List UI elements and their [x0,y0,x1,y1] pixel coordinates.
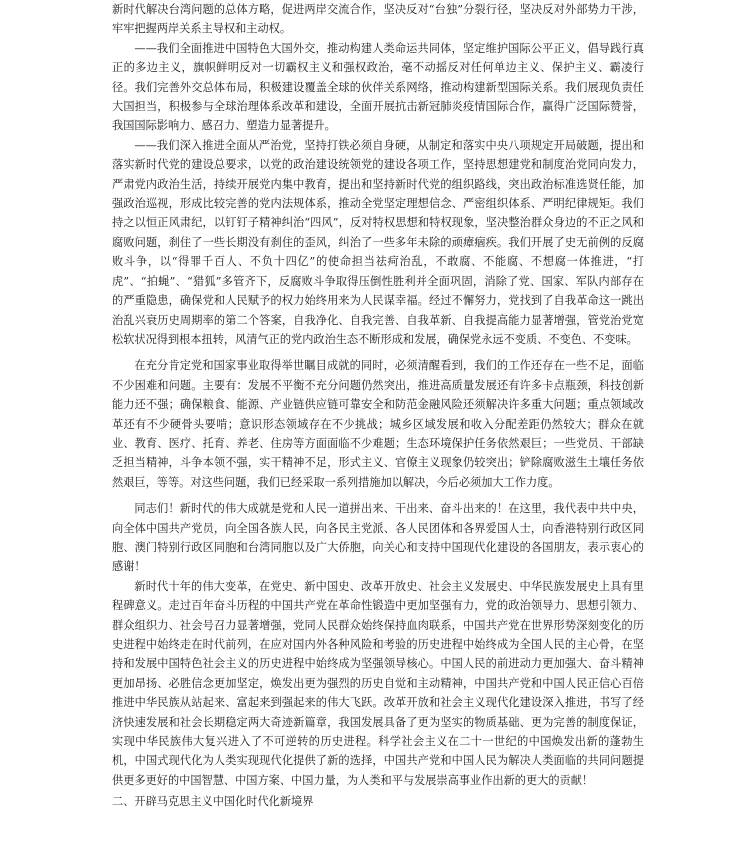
paragraph-party-self-governance: ——我们深入推进全面从严治党，坚持打铁必须自身硬，从制定和落实中央八项规定开局破题，提出和落实新时代党的建设总要求，以党的政治建设统领党的建设各项工作，坚持思想建党和制度治党同向发力，严肃党内政治生活，持续开展党内集中教育，提出和坚持新时代党的组织路线，突出政治标准选贤任能，加强政治巡视，形成比较完善的党内法规体系，推动全党坚定理想信念、严密组织体系、严明纪律规矩。我们持之以恒正风肃纪，以钉钉子精神纠治“四风”，反对特权思想和特权现象，坚决整治群众身边的不正之风和腐败问题，刹住了一些长期没有刹住的歪风，纠治了一些多年未除的顽瘴痼疾。我们开展了史无前例的反腐败斗争，以“得罪千百人、不负十四亿”的使命担当祛疴治乱，不敢腐、不能腐、不想腐一体推进，“打虎”、“拍蝇”、“猎狐”多管齐下，反腐败斗争取得压倒性胜利并全面巩固，消除了党、国家、军队内部存在的严重隐患，确保党和人民赋予的权力始终用来为人民谋幸福。经过不懈努力，党找到了自我革命这一跳出治乱兴衰历史周期率的第二个答案，自我净化、自我完善、自我革新、自我提高能力显著增强，管党治党宽松软状况得到根本扭转，风清气正的党内政治生态不断形成和发展，确保党永远不变质、不变色、不变味。 [112,138,644,346]
document-page [112,0,644,812]
section-heading: 二、开辟马克思主义中国化时代化新境界 [112,795,314,809]
paragraph-major-country-diplomacy: ——我们全面推进中国特色大国外交，推动构建人类命运共同体，坚定维护国际公平正义，倡导践行真正的多边主义，旗帜鲜明反对一切霸权主义和强权政治，毫不动摇反对任何单边主义、保护主义、霸凌行径。我们完善外交总体布局，积极建设覆盖全球的伙伴关系网络，推动构建新型国际关系。我们展现负责任大国担当，积极参与全球治理体系改革和建设，全面开展抗击新冠肺炎疫情国际合作，赢得广泛国际赞誉，我国国际影响力、感召力、塑造力显著提升。 [112,41,644,133]
paragraph-gratitude: 同志们！新时代的伟大成就是党和人民一道拼出来、干出来、奋斗出来的！在这里，我代表中共中央，向全体中国共产党员，向全国各族人民，向各民主党派、各人民团体和各界爱国人士，向香港特别行政区同胞、澳门特别行政区同胞和台湾同胞以及广大侨胞，向关心和支持中国现代化建设的各国朋友，表示衷心的感谢！ [112,502,644,574]
paragraph-shortcomings: 在充分肯定党和国家事业取得举世瞩目成就的同时，必须清醒看到，我们的工作还存在一些不足，面临不少困难和问题。主要有：发展不平衡不充分问题仍然突出，推进高质量发展还有许多卡点瓶颈，科技创新能力还不强；确保粮食、能源、产业链供应链可靠安全和防范金融风险还须解决许多重大问题；重点领域改革还有不少硬骨头要啃；意识形态领域存在不少挑战；城乡区域发展和收入分配差距仍然较大；群众在就业、教育、医疗、托育、养老、住房等方面面临不少难题；生态环境保护任务依然艰巨；一些党员、干部缺乏担当精神，斗争本领不强，实干精神不足，形式主义、官僚主义现象仍较突出；铲除腐败滋生土壤任务依然艰巨，等等。对这些问题，我们已经采取一系列措施加以解决，今后必须加大工作力度。 [112,359,644,489]
paragraph-great-transformation: 新时代十年的伟大变革，在党史、新中国史、改革开放史、社会主义发展史、中华民族发展史上具有里程碑意义。走过百年奋斗历程的中国共产党在革命性锻造中更加坚强有力，党的政治领导力、思想引领力、群众组织力、社会号召力显著增强，党同人民群众始终保持血肉联系，中国共产党在世界形势深刻变化的历史进程中始终走在时代前列，在应对国内外各种风险和考验的历史进程中始终成为全国人民的主心骨，在坚持和发展中国特色社会主义的历史进程中始终成为坚强领导核心。中国人民的前进动力更加强大、奋斗精神更加昂扬、必胜信念更加坚定，焕发出更为强烈的历史自觉和主动精神，中国共产党和中国人民正信心百倍推进中华民族从站起来、富起来到强起来的伟大飞跃。改革开放和社会主义现代化建设深入推进，书写了经济快速发展和社会长期稳定两大奇迹新篇章，我国发展具备了更为坚实的物质基础、更为完善的制度保证，实现中华民族伟大复兴进入了不可逆转的历史进程。科学社会主义在二十一世纪的中国焕发出新的蓬勃生机，中国式现代化为人类实现现代化提供了新的选择，中国共产党和中国人民为解决人类面临的共同问题提供更多更好的中国智慧、中国方案、中国力量，为人类和平与发展崇高事业作出新的更大的贡献！ [112,579,644,787]
paragraph-taiwan-policy: 新时代解决台湾问题的总体方略，促进两岸交流合作，坚决反对“台独”分裂行径，坚决反对外部势力干涉，牢牢把握两岸关系主导权和主动权。 [112,3,644,36]
